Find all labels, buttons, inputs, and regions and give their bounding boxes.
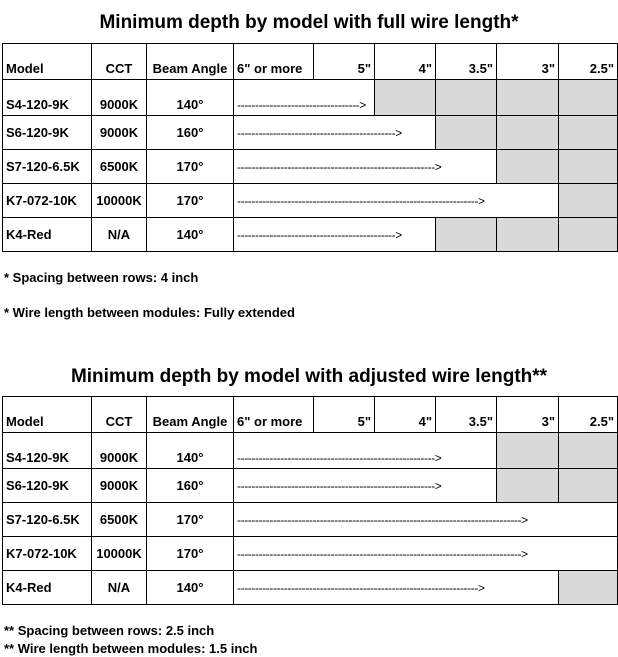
header-5: 5" [314,397,375,433]
header-model: Model [3,397,92,433]
cell-beam-angle: 170° [147,537,234,571]
table-row [3,537,618,571]
header-2-5: 2.5" [559,397,618,433]
cell-unsupported-depth [559,218,618,252]
table-row [3,433,618,469]
cell-unsupported-depth [375,80,436,116]
cell-beam-angle: 140° [147,571,234,605]
header-6-or-more: 6" or more [234,397,314,433]
cell-cct: 6500K [92,503,147,537]
cell-model: S4-120-9K [3,80,92,116]
depth-table-full-wire [2,43,618,252]
header-5: 5" [314,44,375,80]
table-row [3,503,618,537]
cell-depth-arrow: -------------------------------------------------------------------> [234,184,559,218]
cell-beam-angle: 170° [147,184,234,218]
cell-unsupported-depth [497,218,559,252]
footnote-wire-length: ** Wire length between modules: 1.5 inch [4,641,258,656]
cell-beam-angle: 160° [147,469,234,503]
cell-unsupported-depth [559,433,618,469]
cell-model: S4-120-9K [3,433,92,469]
cell-cct: N/A [92,571,147,605]
table-header-row [3,397,618,433]
cell-unsupported-depth [497,116,559,150]
cell-beam-angle: 160° [147,116,234,150]
table-header-row [3,44,618,80]
cell-beam-angle: 170° [147,503,234,537]
cell-unsupported-depth [559,469,618,503]
cell-depth-arrow: ----------------------------------> [234,80,375,116]
cell-unsupported-depth [559,150,618,184]
cell-cct: N/A [92,218,147,252]
cell-cct: 10000K [92,184,147,218]
header-2-5: 2.5" [559,44,618,80]
cell-depth-arrow: --------------------------------------------> [234,218,436,252]
cell-unsupported-depth [559,184,618,218]
footnote-wire-length: * Wire length between modules: Fully extended [4,305,295,320]
table-row [3,80,618,116]
cell-unsupported-depth [497,433,559,469]
cell-beam-angle: 140° [147,218,234,252]
cell-unsupported-depth [559,116,618,150]
header-3-5: 3.5" [436,44,497,80]
cell-depth-arrow: -------------------------------------------------------> [234,433,497,469]
cell-beam-angle: 140° [147,80,234,116]
cell-beam-angle: 170° [147,150,234,184]
cell-unsupported-depth [497,80,559,116]
cell-model: K4-Red [3,571,92,605]
cell-unsupported-depth [559,571,618,605]
cell-unsupported-depth [436,116,497,150]
cell-unsupported-depth [559,80,618,116]
cell-depth-arrow: --------------------------------------------> [234,116,436,150]
cell-cct: 9000K [92,80,147,116]
header-3: 3" [497,44,559,80]
cell-unsupported-depth [436,218,497,252]
cell-cct: 9000K [92,469,147,503]
cell-cct: 9000K [92,433,147,469]
cell-beam-angle: 140° [147,433,234,469]
table-1-title: Minimum depth by model with full wire length* [99,12,519,33]
cell-depth-arrow: -------------------------------------------------------------------------------> [234,537,618,571]
cell-cct: 10000K [92,537,147,571]
cell-unsupported-depth [497,150,559,184]
table-row [3,116,618,150]
depth-table-adjusted-wire [2,396,618,605]
cell-model: K4-Red [3,218,92,252]
cell-model: S6-120-9K [3,116,92,150]
cell-depth-arrow: -------------------------------------------------------------------------------> [234,503,618,537]
header-3-5: 3.5" [436,397,497,433]
table-row [3,469,618,503]
header-model: Model [3,44,92,80]
footnote-spacing: ** Spacing between rows: 2.5 inch [4,623,215,638]
header-6-or-more: 6" or more [234,44,314,80]
header-3: 3" [497,397,559,433]
header-4: 4" [375,397,436,433]
header-4: 4" [375,44,436,80]
header-cct: CCT [92,397,147,433]
cell-unsupported-depth [436,80,497,116]
cell-model: S6-120-9K [3,469,92,503]
table-row [3,218,618,252]
cell-unsupported-depth [497,469,559,503]
table-row [3,184,618,218]
table-row [3,150,618,184]
cell-model: S7-120-6.5K [3,150,92,184]
header-beam-angle: Beam Angle [147,397,234,433]
footnote-spacing: * Spacing between rows: 4 inch [4,270,199,285]
header-cct: CCT [92,44,147,80]
cell-cct: 9000K [92,116,147,150]
cell-cct: 6500K [92,150,147,184]
cell-depth-arrow: -------------------------------------------------------> [234,469,497,503]
table-2-title: Minimum depth by model with adjusted wire length** [70,366,548,387]
cell-depth-arrow: -------------------------------------------------------------------> [234,571,559,605]
table-row [3,571,618,605]
header-beam-angle: Beam Angle [147,44,234,80]
cell-model: S7-120-6.5K [3,503,92,537]
cell-model: K7-072-10K [3,537,92,571]
cell-depth-arrow: -------------------------------------------------------> [234,150,497,184]
cell-model: K7-072-10K [3,184,92,218]
